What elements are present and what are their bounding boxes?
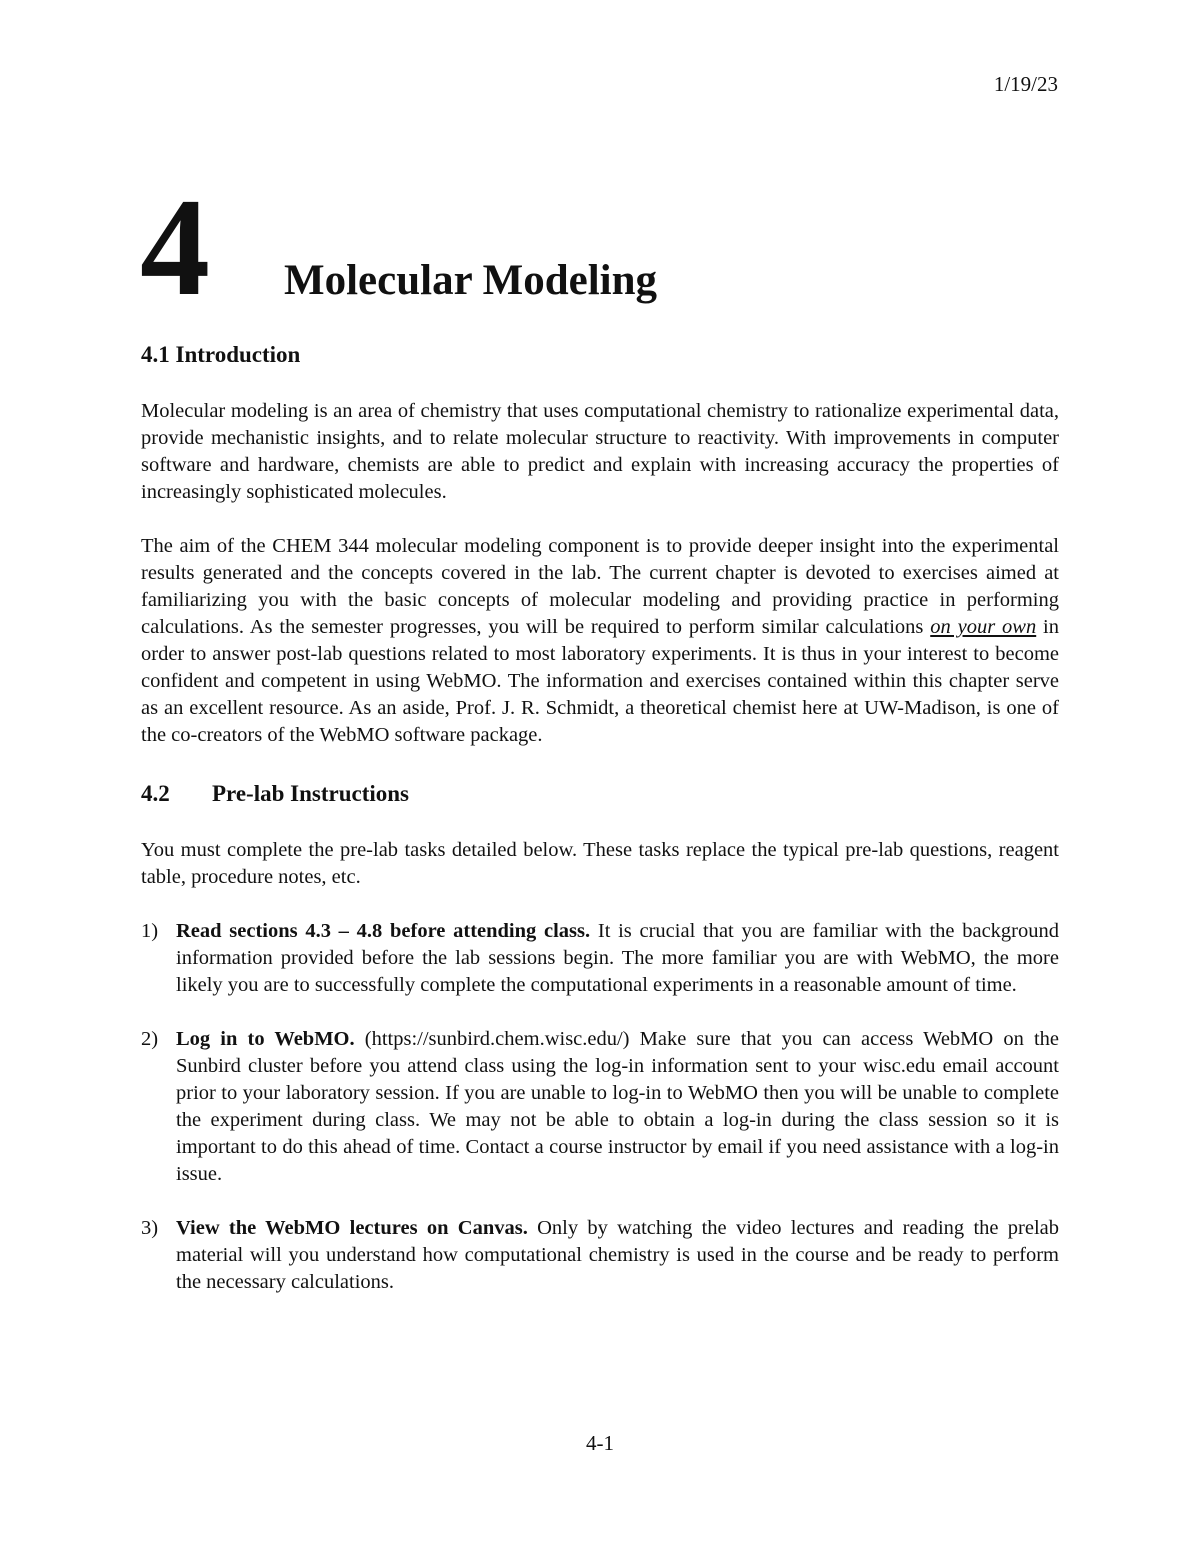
task-title: Read sections 4.3 – 4.8 before attending class. <box>176 920 591 942</box>
page-number: 4-1 <box>586 1431 614 1455</box>
task-text: Only by watching the video lectures and reading the prelab material will you understand how computational chemistry is used in the course and be ready to perform the necessary calculations. <box>176 1217 1059 1293</box>
prelab-task-item <box>141 1026 1059 1188</box>
prelab-task-item <box>141 1215 1059 1296</box>
task-text: It is crucial that you are familiar with the background information provided before the lab sessions begin. The more familiar you are with WebMO, the more likely you are to successfully complete the computational experiments in a reasonable amount of time. <box>176 920 1060 996</box>
section-number: 4.2 <box>141 781 170 806</box>
chapter-title: Molecular Modeling <box>284 257 658 304</box>
task-text: (https://sunbird.chem.wisc.edu/) Make sure that you can access WebMO on the Sunbird cluster before you attend class using the log-in information sent to your wisc.edu email account prior to your laboratory session. If you are unable to log-in to WebMO then you will be unable to complete the experiment during class. We may not be able to obtain a log-in during the class session so it is important to do this ahead of time. Contact a course instructor by email if you need assistance with a log-in issue. <box>176 1028 1059 1185</box>
section-heading-prelab <box>141 779 1059 809</box>
intro-paragraph-2-text-a: The aim of the CHEM 344 molecular modeling component is to provide deeper insight into the experimental results generated and the concepts covered in the lab. The current chapter is devoted to exercises aimed at familiarizing you with the basic concepts of molecular modeling and providing practice in performing calculations. As the semester progresses, you will be required to perform similar calculations <box>141 535 1059 638</box>
intro-paragraph-1: Molecular modeling is an area of chemistry that uses computational chemistry to rationalize experimental data, provide mechanistic insights, and to relate molecular structure to reactivity. With improvements in computer software and hardware, chemists are able to predict and explain with increasing accuracy the properties of increasingly sophisticated molecules. <box>141 400 1059 503</box>
task-title: Log in to WebMO. <box>176 1028 355 1050</box>
section-title: Pre-lab Instructions <box>212 781 409 806</box>
intro-paragraph-2 <box>141 533 1059 749</box>
task-number: 2) <box>141 1028 159 1050</box>
document-body <box>141 340 1059 1323</box>
task-title: View the WebMO lectures on Canvas. <box>176 1217 528 1239</box>
chapter-heading <box>140 170 1060 325</box>
page-date: 1/19/23 <box>993 72 1058 96</box>
task-number: 3) <box>141 1217 159 1239</box>
intro-paragraph-2-text-b: in order to answer post-lab questions related to most laboratory experiments. It is thus in your interest to become confident and competent in using WebMO. The information and exercises contained within this chapter serve as an excellent resource. As an aside, Prof. J. R. Schmidt, a theoretical chemist here at UW-Madison, is one of the co-creators of the WebMO software package. <box>141 616 1059 746</box>
prelab-intro-paragraph: You must complete the pre-lab tasks detailed below. These tasks replace the typical pre-lab questions, reagent table, procedure notes, etc. <box>141 839 1059 888</box>
prelab-task-item <box>141 918 1059 999</box>
emphasis-on-your-own: on your own <box>930 616 1037 638</box>
task-number: 1) <box>141 920 159 942</box>
chapter-number: 4 <box>140 170 210 325</box>
section-heading-introduction: 4.1 Introduction <box>141 342 301 367</box>
prelab-task-list <box>141 918 1059 1296</box>
